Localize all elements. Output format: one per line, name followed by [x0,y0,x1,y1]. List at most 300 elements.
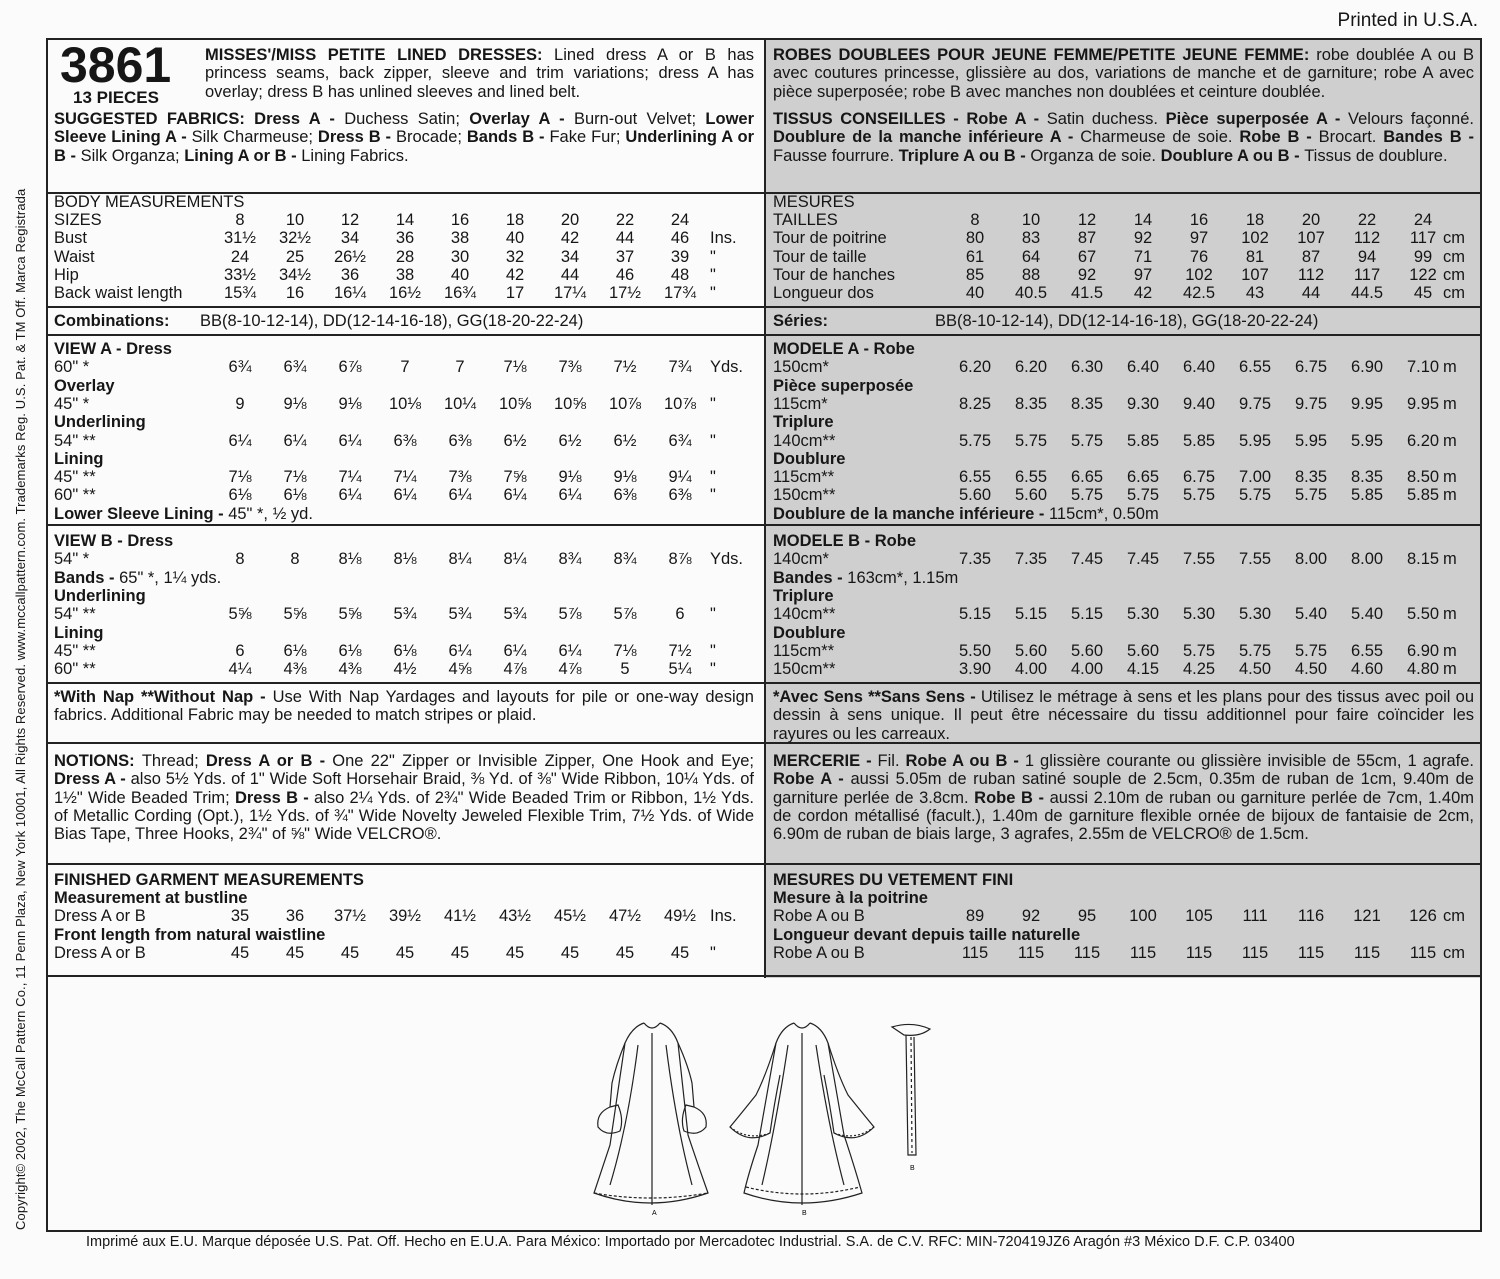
english-nap-note [54,688,754,725]
french-view-a-unit: m [1443,431,1457,450]
french-view-a-cell: 5.85 [1126,431,1160,450]
french-finished-unit: cm [1443,943,1465,962]
english-view-a-tail [54,505,313,523]
english-view-a-cell: 7⅛ [503,358,527,377]
french-view-a-cell: 5.75 [1182,486,1216,505]
english-view-b-cell: 5⅞ [613,605,637,624]
french-view-a-cell: 9.30 [1126,394,1160,413]
french-finished-cell: 89 [965,907,985,926]
english-measure-cell: 34½ [278,265,312,284]
french-view-b-heading: Doublure [773,623,846,642]
french-view-b-cell: 5.15 [1014,605,1048,624]
french-view-b-unit: m [1443,660,1457,679]
english-view-b-cell: 8 [235,550,245,569]
french-view-a-cell: 5.85 [1350,486,1384,505]
french-suggested-fabrics-bold: Bandes B - [1383,128,1474,147]
english-view-a-row-label: 60" ** [54,486,96,505]
english-view-b-inline-text: 65" *, 1¼ yds. [119,568,222,587]
english-finished-cell: 45 [450,943,470,962]
french-finished-row-label: Robe A ou B [773,907,865,926]
french-view-b-row-label: 115cm** [773,641,835,660]
french-measure-cell: 80 [965,229,985,248]
english-view-a-cell: 6½ [503,431,527,450]
english-view-a-unit: " [710,431,716,450]
english-view-b-cell: 6 [235,641,245,660]
french-notions-bold: Robe B - [974,788,1050,807]
french-view-a-row-label: 115cm* [773,394,828,413]
english-notions-text: One 22" Zipper or Invisible Zipper, One Hook and Eye; [332,752,754,770]
french-measure-cell: 42.5 [1182,284,1216,303]
french-measure-cell: 88 [1021,265,1041,284]
french-view-a-heading: MODELE A - Robe [773,340,915,358]
french-measure-cell: 112 [1297,265,1325,284]
french-view-a-cell: 6.75 [1182,468,1216,487]
english-measure-cell: 34 [560,247,580,266]
english-view-b-cell: 8⅞ [668,550,692,569]
french-finished-cell: 115 [1353,943,1381,962]
english-measure-cell: 48 [670,265,690,284]
french-view-a-cell: 5.75 [1070,431,1104,450]
french-view-a-cell: 6.90 [1350,358,1384,377]
english-view-b-unit: " [710,641,716,660]
french-measure-cell: 107 [1241,265,1269,284]
english-view-a-cell: 6¼ [558,486,582,505]
pattern-number: 3861 [60,37,172,93]
french-body-measurements-title: MESURES [773,193,855,211]
english-view-a-cell: 7½ [613,358,637,377]
pieces-count: 13 PIECES [73,88,159,107]
english-measure-cell: 40 [505,229,525,248]
english-description-title: MISSES'/MISS PETITE LINED DRESSES: [205,46,543,64]
french-measure-unit: cm [1443,265,1465,284]
english-measure-row-label: Waist [54,247,95,266]
english-view-b-cell: 6⅛ [393,641,417,660]
english-finished-cell: 45 [505,943,525,962]
english-view-a-cell: 6¾ [228,358,252,377]
french-view-a-cell: 9.95 [1350,394,1384,413]
english-measure-cell: 38 [450,229,470,248]
french-measure-row-label: Tour de poitrine [773,229,887,248]
french-suggested-fabrics-text: Brocart. [1318,128,1384,147]
french-view-a-cell: 7.00 [1238,468,1272,487]
french-view-b-cell: 5.30 [1126,605,1160,624]
french-finished-cell: 95 [1077,907,1097,926]
english-view-a-cell: 10⅝ [498,394,532,413]
french-measure-cell: 117 [1353,265,1381,284]
english-finished-cell: 45 [560,943,580,962]
sketch-label-b: B [802,1210,807,1217]
english-measure-cell: 10 [285,211,305,229]
english-view-b-cell: 5 [620,660,630,679]
french-view-a-cell: 6.65 [1126,468,1160,487]
english-view-b-cell: 8¾ [613,550,637,569]
english-notions-text: also 5½ Yds. of 1" Wide Soft Horsehair Braid, ⅜ Yd. of ⅜" Wide Ribbon, 10¼ Yds. of 1½" Wide Beaded Trim; [54,770,754,807]
french-measure-cell: 24 [1413,211,1433,229]
french-view-a-cell: 5.75 [1126,486,1160,505]
garment-sketches [580,1015,940,1220]
french-view-a-cell: 5.60 [1014,486,1048,505]
french-view-b-cell: 5.40 [1350,605,1384,624]
french-measure-cell: 99 [1413,247,1433,266]
french-nap-bold: *Avec Sens **Sans Sens - [773,688,981,706]
french-view-a-cell: 6.55 [1014,468,1048,487]
english-view-a-cell: 6¼ [448,486,472,505]
french-finished-cell: 115 [961,943,989,962]
english-view-b-row-label: 60" ** [54,660,96,679]
french-suggested-fabrics-text: Velours façonné. [1348,110,1474,128]
english-view-b-cell: 7½ [668,641,692,660]
french-view-a-cell: 8.35 [1294,468,1328,487]
english-view-a-row-label: 45" * [54,394,90,413]
english-combinations: BB(8-10-12-14), DD(12-14-16-18), GG(18-20-22-24) [200,312,584,330]
french-finished-cell: 92 [1021,907,1041,926]
french-finished-cell: 115 [1241,943,1269,962]
french-view-b-cell: 5.75 [1182,641,1216,660]
french-measure-cell: 14 [1133,211,1153,229]
english-view-a-cell: 6¼ [228,431,252,450]
english-view-a-cell: 9⅛ [558,468,582,487]
english-suggested-fabrics-text: Silk Organza; [80,146,185,165]
column-divider [764,38,766,978]
french-view-a-tail [773,505,1159,523]
english-measure-cell: 16¼ [333,284,367,303]
english-measure-cell: 36 [395,229,415,248]
english-view-b-inline-bold: Bands - [54,568,120,587]
french-view-b-cell: 4.15 [1126,660,1160,679]
french-suggested-fabrics-bold: Triplure A ou B - [898,146,1031,165]
english-view-a-cell: 9⅛ [613,468,637,487]
english-suggested-fabrics-bold: Underlining A or B - [54,128,754,165]
english-view-a-heading: Overlay [54,376,115,395]
french-suggested-fabrics-text: Satin duchess. [1046,110,1166,128]
english-measure-cell: 42 [505,265,525,284]
english-combinations-label: Combinations: [54,312,170,330]
english-measure-cell: 14 [395,211,415,229]
french-measure-cell: 87 [1077,229,1097,248]
english-measure-row-label: SIZES [54,211,102,229]
english-finished-cell: 36 [285,907,305,926]
french-notions-text: Fil. [877,752,906,770]
english-finished-cell: 47½ [608,907,642,926]
french-measure-cell: 87 [1301,247,1321,266]
french-suggested-fabrics-bold: TISSUS CONSEILLES - Robe A - [773,110,1047,128]
english-view-a-cell: 6⅜ [448,431,472,450]
french-measure-cell: 97 [1189,229,1209,248]
french-measure-cell: 22 [1357,211,1377,229]
english-view-a-cell: 6¾ [283,358,307,377]
french-measure-cell: 44 [1301,284,1321,303]
english-finished-heading: Measurement at bustline [54,889,248,907]
english-view-b-cell: 4⅝ [448,660,472,679]
french-view-a-row-label: 150cm* [773,358,829,377]
french-description [773,46,1474,101]
french-view-b-cell: 7.55 [1238,550,1272,569]
english-finished-row-label: Dress A or B [54,943,146,962]
french-view-a-cell: 9.75 [1294,394,1328,413]
french-finished-cell: 115 [1185,943,1213,962]
english-measure-cell: 32 [505,247,525,266]
french-view-b-cell: 7.35 [958,550,992,569]
english-view-b-cell: 4½ [393,660,417,679]
dress-a-sketch [594,1023,708,1205]
english-view-b-cell: 6¼ [448,641,472,660]
french-view-b-cell: 5.75 [1238,641,1272,660]
french-finished-cell: 115 [1409,943,1437,962]
english-measure-cell: 16½ [388,284,422,303]
english-view-b-cell: 5¼ [668,660,692,679]
french-notions-text: aussi 5.05m de ruban satiné souple de 2.5cm, 0.35m de ruban de 1cm, 9.40m de garniture perlée de 3.8cm. [773,770,1474,807]
french-finished-heading: Mesure à la poitrine [773,889,928,907]
french-view-a-unit: m [1443,394,1457,413]
french-view-b-unit: m [1443,550,1457,569]
english-measure-unit: " [710,247,716,266]
english-view-a-cell: 6⅜ [613,486,637,505]
french-view-a-cell: 5.75 [1014,431,1048,450]
french-measure-cell: 117 [1409,229,1437,248]
french-view-a-row-label: 150cm** [773,486,836,505]
english-view-a-unit: " [710,468,716,487]
english-view-b-cell: 6⅛ [283,641,307,660]
english-view-a-heading: VIEW A - Dress [54,340,172,358]
english-view-b-cell: 5⅞ [558,605,582,624]
english-view-a-cell: 6⅜ [393,431,417,450]
french-measure-cell: 41.5 [1070,284,1104,303]
english-view-a-cell: 10⅛ [388,394,422,413]
english-nap-bold: *With Nap **Without Nap - [54,688,273,706]
french-view-b-inline-heading [773,569,958,587]
english-suggested-fabrics-text: Lining Fabrics. [301,146,409,165]
english-measure-cell: 25 [285,247,305,266]
english-suggested-fabrics-text: Brocade; [395,128,467,147]
english-view-a-cell: 6⅜ [668,486,692,505]
french-view-b-inline-text: 163cm*, 1.15m [847,568,959,587]
french-view-a-cell: 5.75 [1294,486,1328,505]
english-measure-cell: 32½ [278,229,312,248]
english-view-a-heading: Underlining [54,413,146,432]
french-description-text: robe doublée A ou B avec coutures princesse, glissière au dos, variations de manche et de garniture; robe A avec pièce superposée; robe B avec manches non doublées et ceinture doublée. [773,46,1474,101]
french-nap-note [773,688,1474,743]
english-view-b-cell: 8¾ [558,550,582,569]
french-measure-cell: 40 [965,284,985,303]
french-view-b-cell: 4.60 [1350,660,1384,679]
french-measure-cell: 97 [1133,265,1153,284]
english-measure-cell: 36 [340,265,360,284]
english-notions-bold: Dress B - [234,788,314,807]
french-combinations: BB(8-10-12-14), DD(12-14-16-18), GG(18-20-22-24) [935,312,1319,330]
english-view-b-cell: 4¼ [228,660,252,679]
french-view-a-cell: 6.30 [1070,358,1104,377]
french-view-b-cell: 5.30 [1238,605,1272,624]
english-view-b-cell: 4⅞ [558,660,582,679]
english-view-a-cell: 7⅛ [283,468,307,487]
english-view-a-row-label: 60" * [54,358,90,377]
french-view-a-row-label: 115cm** [773,468,835,487]
english-description [205,46,754,101]
english-view-a-tail-text: 45" *, ½ yd. [228,504,313,523]
french-finished-heading: Longueur devant depuis taille naturelle [773,925,1081,944]
english-measure-unit: " [710,265,716,284]
english-view-a-cell: 6½ [558,431,582,450]
french-finished-cell: 121 [1353,907,1381,926]
english-finished-cell: 41½ [443,907,477,926]
french-suggested-fabrics-text: Organza de soie. [1030,146,1161,165]
french-view-b-cell: 5.15 [1070,605,1104,624]
dress-b-sketch [730,1023,874,1205]
english-measure-cell: 20 [560,211,580,229]
french-view-b-cell: 8.00 [1350,550,1384,569]
english-view-b-cell: 5¾ [448,605,472,624]
french-measure-row-label: TAILLES [773,211,838,229]
french-view-a-heading: Triplure [773,413,834,432]
french-measure-cell: 122 [1409,265,1437,284]
english-measure-cell: 46 [670,229,690,248]
english-finished-cell: 37½ [333,907,367,926]
english-finished-cell: 45½ [553,907,587,926]
french-view-a-cell: 7.10 [1406,358,1440,377]
french-finished-cell: 100 [1129,907,1157,926]
english-measure-cell: 38 [395,265,415,284]
english-view-a-tail-bold: Lower Sleeve Lining - [54,504,229,523]
french-finished-cell: 115 [1129,943,1157,962]
english-description-text: Lined dress A or B has princess seams, back zipper, sleeve and trim variations; dress A has overlay; dress B has unlined sleeves and lined belt. [205,46,755,101]
french-view-b-unit: m [1443,641,1457,660]
french-suggested-fabrics-bold: Robe B - [1239,128,1319,147]
french-combinations-label: Séries: [773,312,829,330]
english-measure-cell: 44 [615,229,635,248]
english-measure-cell: 30 [450,247,470,266]
english-view-a-unit: Yds. [710,358,744,377]
french-measure-cell: 44.5 [1350,284,1384,303]
french-view-a-cell: 6.55 [1238,358,1272,377]
english-view-a-cell: 6⅛ [228,486,252,505]
french-finished-unit: cm [1443,907,1465,926]
french-measure-cell: 83 [1021,229,1041,248]
french-view-b-cell: 4.25 [1182,660,1216,679]
french-view-a-cell: 5.85 [1182,431,1216,450]
english-view-b-cell: 8⅛ [393,550,417,569]
french-measure-unit: cm [1443,284,1465,303]
french-measure-cell: 43 [1245,284,1265,303]
french-view-a-cell: 6.20 [1014,358,1048,377]
french-view-b-cell: 5.40 [1294,605,1328,624]
french-suggested-fabrics-text: Charmeuse de soie. [1080,128,1240,147]
english-view-b-cell: 4⅜ [283,660,307,679]
english-view-a-cell: 7 [455,358,465,377]
english-suggested-fabrics [54,110,754,165]
french-view-a-cell: 6.55 [958,468,992,487]
english-measure-cell: 26½ [333,247,367,266]
french-view-a-cell: 5.75 [1238,486,1272,505]
english-nap-text: Use With Nap Yardages and layouts for pile or one-way design fabrics. Additional Fabric may be needed to match stripes or plaid. [54,688,754,725]
english-view-b-cell: 6 [675,605,685,624]
english-finished-cell: 45 [670,943,690,962]
french-finished-cell: 126 [1409,907,1437,926]
french-view-a-cell: 9.95 [1406,394,1440,413]
french-measure-cell: 81 [1245,247,1265,266]
french-view-b-cell: 4.80 [1406,660,1440,679]
footer-import-text: Imprimé aux E.U. Marque déposée U.S. Pat. Off. Hecho en E.U.A. Para México: Importado por Mercadotec Industrial. S.A. de C.V. RFC: MIN-720419JZ6 Aragón #3 México D.F. C.P. 03400 [86,1234,1295,1250]
copyright-side-text: Copyright© 2002, The McCall Pattern Co., 11 Penn Plaza, New York 10001, All Rights Reserved. www.mccallpattern.com. Trademarks Reg. U.S. Pat. & TM Off. Marca Registrada [13,188,28,1230]
english-measure-cell: 18 [505,211,525,229]
printed-in-label: Printed in U.S.A. [1337,10,1478,31]
english-finished-cell: 45 [615,943,635,962]
english-view-b-cell: 8 [290,550,300,569]
english-finished-cell: 45 [340,943,360,962]
french-measure-cell: 71 [1133,247,1153,266]
english-measure-cell: 28 [395,247,415,266]
english-measure-cell: 22 [615,211,635,229]
french-measure-row-label: Longueur dos [773,284,874,303]
french-measure-cell: 16 [1189,211,1209,229]
french-measure-cell: 112 [1353,229,1381,248]
french-measure-cell: 64 [1021,247,1041,266]
french-view-a-cell: 8.50 [1406,468,1440,487]
french-view-b-row-label: 140cm* [773,550,829,569]
french-measure-row-label: Tour de taille [773,247,867,266]
french-view-a-tail-text: 115cm*, 0.50m [1048,504,1159,523]
english-finished-title: FINISHED GARMENT MEASUREMENTS [54,871,364,889]
french-view-a-cell: 8.35 [1014,394,1048,413]
english-view-b-heading: Underlining [54,586,146,605]
english-view-a-cell: 7⅝ [503,468,527,487]
english-measure-cell: 42 [560,229,580,248]
english-view-b-unit: " [710,605,716,624]
french-finished-cell: 115 [1017,943,1045,962]
english-measure-cell: 16 [285,284,305,303]
english-view-a-unit: " [710,394,716,413]
french-measure-cell: 76 [1189,247,1209,266]
french-notions-text: aussi 2.10m de ruban ou garniture perlée de 7cm, 1.40m de cordon métallisé (facult.), 1.40m de garniture flexible ornée de bijoux de fantaisie de 2cm, 6.90m de ruban de biais large, 3 agrafes, 2.55m de VELCRO® de 1.5cm. [773,788,1474,844]
french-view-b-cell: 7.35 [1014,550,1048,569]
english-view-b-cell: 8⅛ [338,550,362,569]
french-view-b-cell: 4.50 [1294,660,1328,679]
french-view-b-cell: 6.55 [1350,641,1384,660]
english-view-b-cell: 5¾ [503,605,527,624]
english-view-b-cell: 8¼ [503,550,527,569]
english-measure-cell: 17¾ [663,284,697,303]
french-view-a-cell: 9.40 [1182,394,1216,413]
french-view-a-cell: 6.65 [1070,468,1104,487]
french-notions-text: 1 glissière courante ou glissière invisible de 55cm, 1 agrafe. [1024,752,1474,770]
french-view-a-cell: 6.40 [1126,358,1160,377]
french-view-a-cell: 6.20 [1406,431,1440,450]
french-suggested-fabrics [773,110,1474,165]
english-view-b-heading: Lining [54,623,104,642]
english-view-a-cell: 9⅛ [283,394,307,413]
french-view-a-cell: 8.35 [1070,394,1104,413]
french-measure-cell: 12 [1077,211,1097,229]
english-finished-row-label: Dress A or B [54,907,146,926]
english-measure-row-label: Hip [54,265,79,284]
english-view-a-unit: " [710,486,716,505]
english-suggested-fabrics-text: Silk Charmeuse; [191,128,318,147]
english-view-a-cell: 10⅞ [608,394,642,413]
english-view-b-cell: 5⅝ [283,605,307,624]
french-measure-cell: 45 [1413,284,1433,303]
french-view-a-heading: Pièce superposée [773,376,914,395]
english-finished-cell: 45 [230,943,250,962]
french-view-b-row-label: 140cm** [773,605,836,624]
french-view-a-cell: 9.75 [1238,394,1272,413]
english-measure-cell: 33½ [223,265,257,284]
english-view-b-row-label: 54" ** [54,605,96,624]
french-measure-cell: 10 [1021,211,1041,229]
french-view-a-unit: m [1443,358,1457,377]
english-view-a-cell: 6⅛ [283,486,307,505]
french-view-b-heading: Triplure [773,586,834,605]
english-measure-cell: 24 [230,247,250,266]
english-measure-cell: 44 [560,265,580,284]
